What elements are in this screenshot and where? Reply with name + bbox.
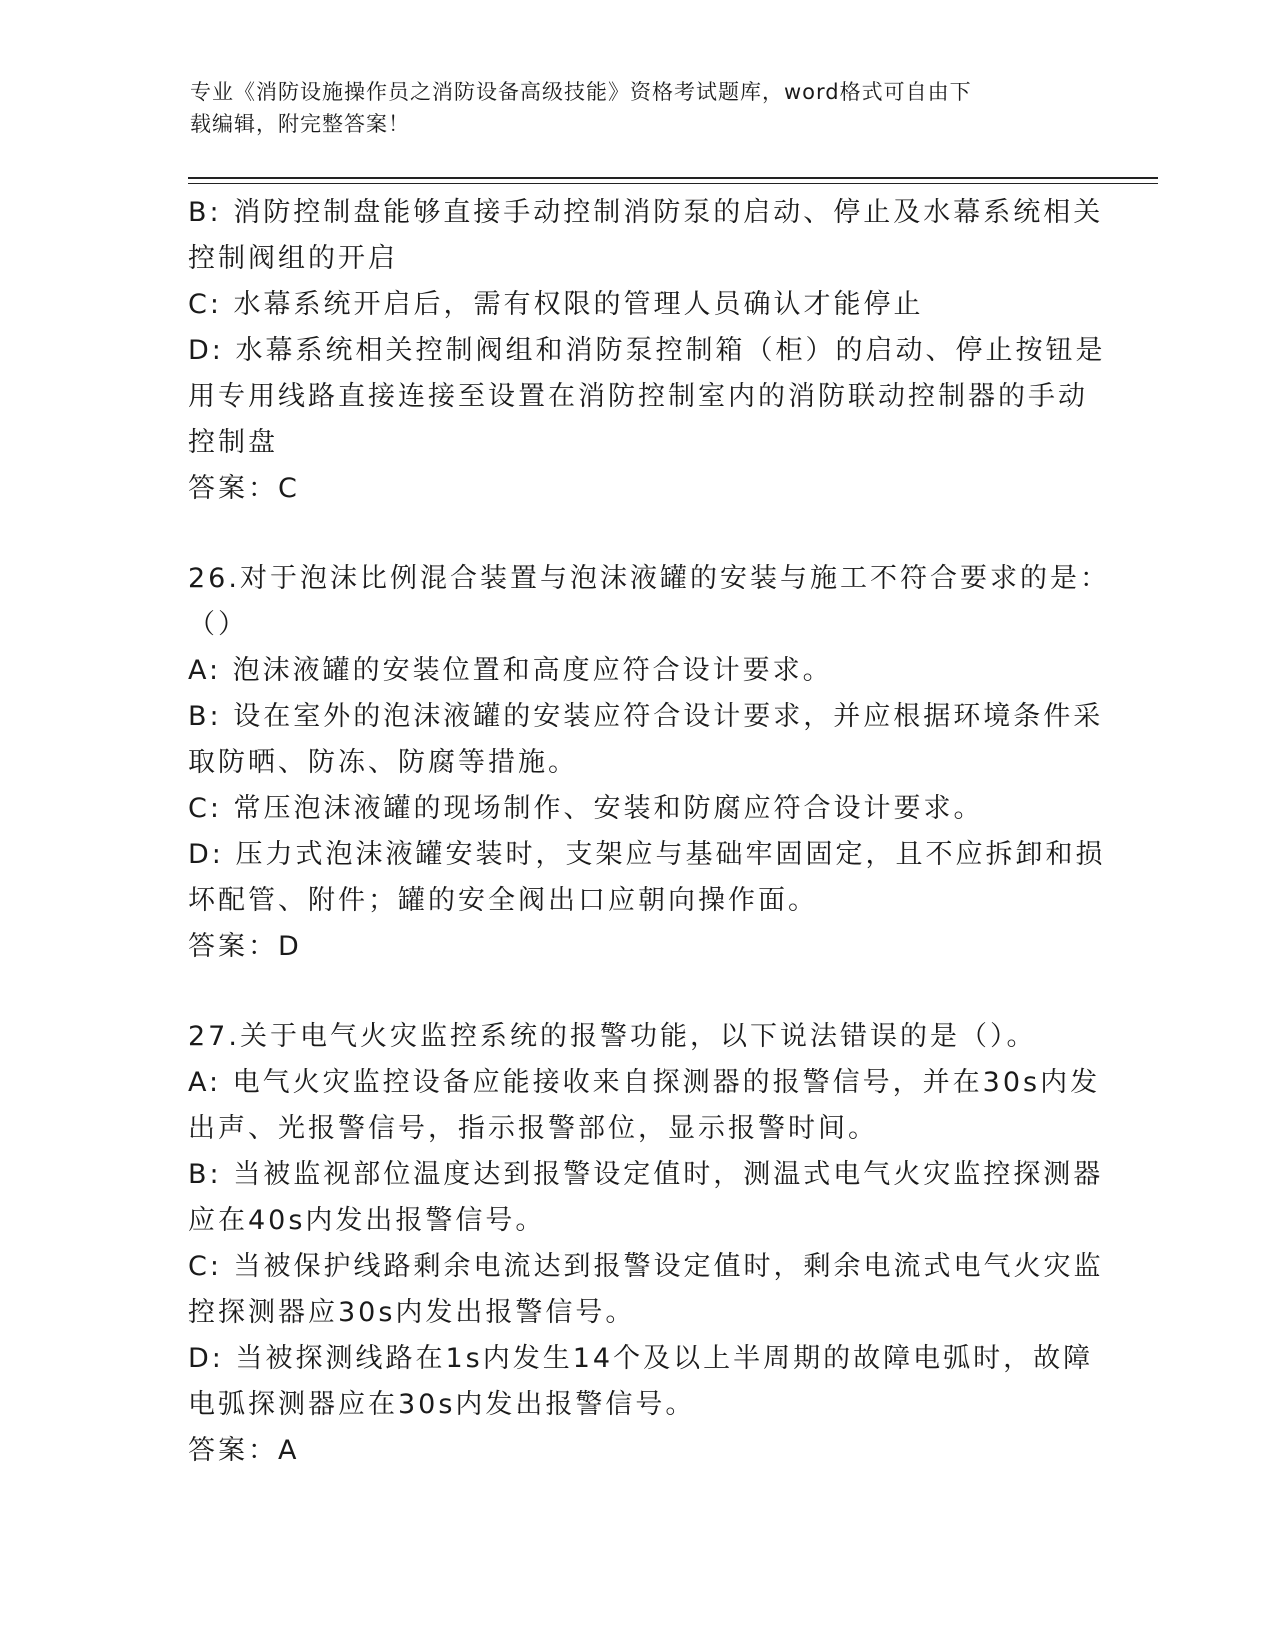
- q25-option-c: C: 水幕系统开启后，需有权限的管理人员确认才能停止: [188, 289, 924, 320]
- header-rule-thick: [188, 177, 1158, 179]
- q27-option-b-line-1: B: 当被监视部位温度达到报警设定值时，测温式电气火灾监控探测器: [188, 1159, 1104, 1190]
- q25-option-d-line-2: 用专用线路直接连接至设置在消防控制室内的消防联动控制器的手动: [188, 381, 1088, 412]
- q27-stem: 27.关于电气火灾监控系统的报警功能，以下说法错误的是（）。: [188, 1021, 1037, 1052]
- q27-answer: 答案：A: [188, 1435, 300, 1466]
- q26-option-c: C: 常压泡沫液罐的现场制作、安装和防腐应符合设计要求。: [188, 793, 984, 824]
- header-rule-thin: [188, 183, 1158, 184]
- q27-option-d-line-1: D: 当被探测线路在1s内发生14个及以上半周期的故障电弧时，故障: [188, 1343, 1094, 1374]
- header-line-2: 载编辑，附完整答案！: [190, 112, 410, 136]
- q26-option-d-line-2: 坏配管、附件；罐的安全阀出口应朝向操作面。: [188, 885, 818, 916]
- header-line-1: 专业《消防设施操作员之消防设备高级技能》资格考试题库，word格式可自由下: [190, 80, 972, 104]
- q25-option-b-line-1: B: 消防控制盘能够直接手动控制消防泵的启动、停止及水幕系统相关: [188, 197, 1104, 228]
- q27-option-b-line-2: 应在40s内发出报警信号。: [188, 1205, 546, 1236]
- document-header: [190, 76, 1080, 140]
- q26-stem-line-2: （）: [188, 609, 248, 640]
- question-content: [188, 190, 1110, 1474]
- q26-stem-line-1: 26.对于泡沫比例混合装置与泡沫液罐的安装与施工不符合要求的是：: [188, 563, 1110, 594]
- q26-answer: 答案：D: [188, 931, 302, 962]
- q25-option-b-line-2: 控制阀组的开启: [188, 243, 398, 274]
- q26-option-d-line-1: D: 压力式泡沫液罐安装时，支架应与基础牢固固定，且不应拆卸和损: [188, 839, 1106, 870]
- question-27-block: [188, 1014, 1104, 1474]
- q27-option-c-line-2: 控探测器应30s内发出报警信号。: [188, 1297, 636, 1328]
- q26-option-b-line-2: 取防晒、防冻、防腐等措施。: [188, 747, 578, 778]
- spacer: [188, 970, 1078, 1014]
- q26-option-a: A: 泡沫液罐的安装位置和高度应符合设计要求。: [188, 655, 833, 686]
- q27-option-a-line-1: A: 电气火灾监控设备应能接收来自探测器的报警信号，并在30s内发: [188, 1067, 1101, 1098]
- question-25-block: [188, 190, 1106, 512]
- q26-option-b-line-1: B: 设在室外的泡沫液罐的安装应符合设计要求，并应根据环境条件采: [188, 701, 1104, 732]
- q27-option-d-line-2: 电弧探测器应在30s内发出报警信号。: [188, 1389, 696, 1420]
- q25-option-d-line-3: 控制盘: [188, 427, 278, 458]
- q25-option-d-line-1: D: 水幕系统相关控制阀组和消防泵控制箱（柜）的启动、停止按钮是: [188, 335, 1106, 366]
- q25-answer: 答案：C: [188, 473, 300, 504]
- question-26-block: [188, 556, 1110, 970]
- q27-option-c-line-1: C: 当被保护线路剩余电流达到报警设定值时，剩余电流式电气火灾监: [188, 1251, 1104, 1282]
- q27-option-a-line-2: 出声、光报警信号，指示报警部位，显示报警时间。: [188, 1113, 878, 1144]
- spacer: [188, 512, 1078, 556]
